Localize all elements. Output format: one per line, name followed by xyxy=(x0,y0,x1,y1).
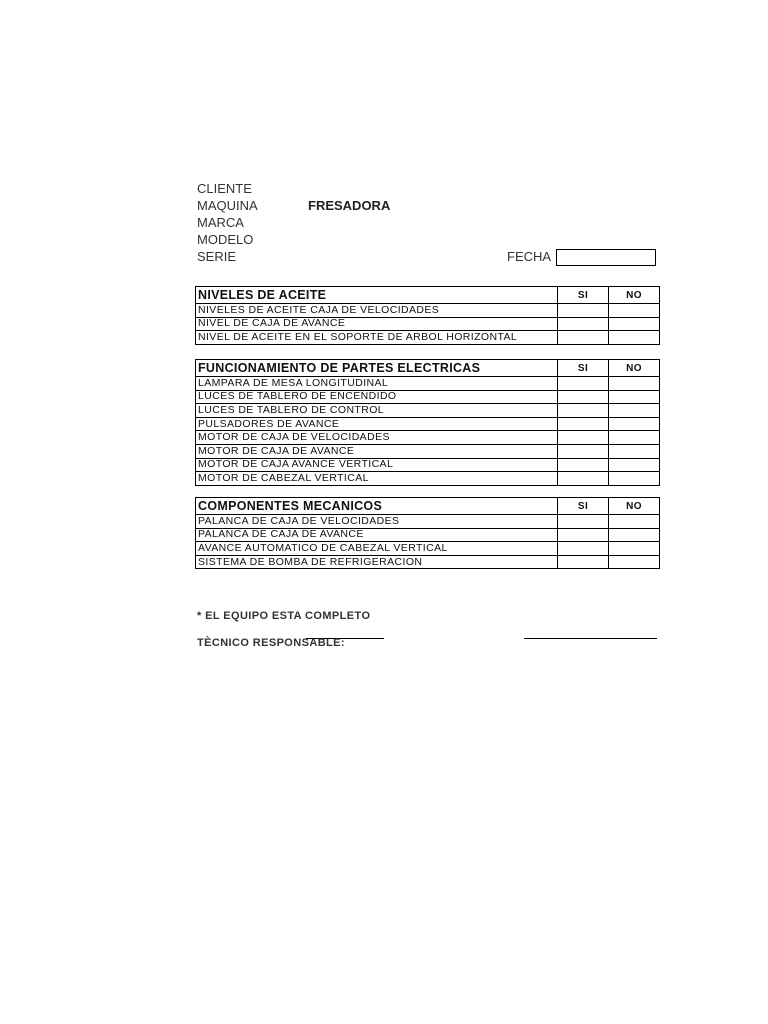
section-header xyxy=(196,287,660,304)
no-cell[interactable] xyxy=(609,331,660,345)
maquina-value: FRESADORA xyxy=(308,198,391,213)
no-cell[interactable] xyxy=(609,431,660,445)
section-title: COMPONENTES MECANICOS xyxy=(196,498,558,515)
section-componentes-mecanicos xyxy=(195,497,660,569)
fecha-label: FECHA xyxy=(507,249,552,264)
si-cell[interactable] xyxy=(558,515,609,529)
fecha-field[interactable] xyxy=(556,249,656,266)
si-header: SI xyxy=(558,360,609,377)
maquina-label: MAQUINA xyxy=(197,198,258,213)
item-label: LUCES DE TABLERO DE CONTROL xyxy=(196,404,558,418)
no-cell[interactable] xyxy=(609,404,660,418)
si-cell[interactable] xyxy=(558,417,609,431)
no-cell[interactable] xyxy=(609,515,660,529)
item-label: NIVEL DE ACEITE EN EL SOPORTE DE ARBOL HORIZONTAL xyxy=(196,331,558,345)
item-label: SISTEMA DE BOMBA DE REFRIGERACION xyxy=(196,555,558,569)
table-row xyxy=(196,317,660,331)
equipo-completo-note: * EL EQUIPO ESTA COMPLETO xyxy=(197,610,371,622)
item-label: PALANCA DE CAJA DE VELOCIDADES xyxy=(196,515,558,529)
no-header: NO xyxy=(609,287,660,304)
si-cell[interactable] xyxy=(558,431,609,445)
si-cell[interactable] xyxy=(558,404,609,418)
table-row xyxy=(196,555,660,569)
si-cell[interactable] xyxy=(558,472,609,486)
table-row xyxy=(196,528,660,542)
section-header xyxy=(196,498,660,515)
marca-label: MARCA xyxy=(197,215,244,230)
item-label: MOTOR DE CAJA DE AVANCE xyxy=(196,444,558,458)
item-label: NIVEL DE CAJA DE AVANCE xyxy=(196,317,558,331)
table-row xyxy=(196,458,660,472)
no-cell[interactable] xyxy=(609,555,660,569)
si-cell[interactable] xyxy=(558,528,609,542)
no-cell[interactable] xyxy=(609,417,660,431)
item-label: PALANCA DE CAJA DE AVANCE xyxy=(196,528,558,542)
si-cell[interactable] xyxy=(558,542,609,556)
no-cell[interactable] xyxy=(609,390,660,404)
table-row xyxy=(196,331,660,345)
si-header: SI xyxy=(558,287,609,304)
section-header xyxy=(196,360,660,377)
item-label: LAMPARA DE MESA LONGITUDINAL xyxy=(196,377,558,391)
no-cell[interactable] xyxy=(609,458,660,472)
si-cell[interactable] xyxy=(558,304,609,318)
cliente-label: CLIENTE xyxy=(197,181,252,196)
si-cell[interactable] xyxy=(558,390,609,404)
section-niveles-de-aceite xyxy=(195,286,660,345)
table-row xyxy=(196,417,660,431)
table-row xyxy=(196,304,660,318)
section-title: NIVELES DE ACEITE xyxy=(196,287,558,304)
section-partes-electricas xyxy=(195,359,660,486)
table-row xyxy=(196,404,660,418)
no-cell[interactable] xyxy=(609,472,660,486)
no-cell[interactable] xyxy=(609,317,660,331)
item-label: NIVELES DE ACEITE CAJA DE VELOCIDADES xyxy=(196,304,558,318)
table-row xyxy=(196,472,660,486)
no-cell[interactable] xyxy=(609,528,660,542)
item-label: AVANCE AUTOMATICO DE CABEZAL VERTICAL xyxy=(196,542,558,556)
table-row xyxy=(196,542,660,556)
section-title: FUNCIONAMIENTO DE PARTES ELECTRICAS xyxy=(196,360,558,377)
modelo-label: MODELO xyxy=(197,232,254,247)
si-cell[interactable] xyxy=(558,377,609,391)
si-cell[interactable] xyxy=(558,555,609,569)
table-row xyxy=(196,390,660,404)
no-cell[interactable] xyxy=(609,377,660,391)
item-label: MOTOR DE CAJA AVANCE VERTICAL xyxy=(196,458,558,472)
item-label: MOTOR DE CAJA DE VELOCIDADES xyxy=(196,431,558,445)
tecnico-signature-line[interactable] xyxy=(524,638,657,639)
no-cell[interactable] xyxy=(609,444,660,458)
si-cell[interactable] xyxy=(558,444,609,458)
no-header: NO xyxy=(609,498,660,515)
si-header: SI xyxy=(558,498,609,515)
serie-label: SERIE xyxy=(197,249,237,264)
si-cell[interactable] xyxy=(558,317,609,331)
no-header: NO xyxy=(609,360,660,377)
no-cell[interactable] xyxy=(609,542,660,556)
si-cell[interactable] xyxy=(558,331,609,345)
table-row xyxy=(196,444,660,458)
table-row xyxy=(196,377,660,391)
tecnico-responsable-label: TÈCNICO RESPONSABLE: xyxy=(197,637,345,649)
table-row xyxy=(196,431,660,445)
item-label: LUCES DE TABLERO DE ENCENDIDO xyxy=(196,390,558,404)
no-cell[interactable] xyxy=(609,304,660,318)
item-label: MOTOR DE CABEZAL VERTICAL xyxy=(196,472,558,486)
si-cell[interactable] xyxy=(558,458,609,472)
table-row xyxy=(196,515,660,529)
item-label: PULSADORES DE AVANCE xyxy=(196,417,558,431)
